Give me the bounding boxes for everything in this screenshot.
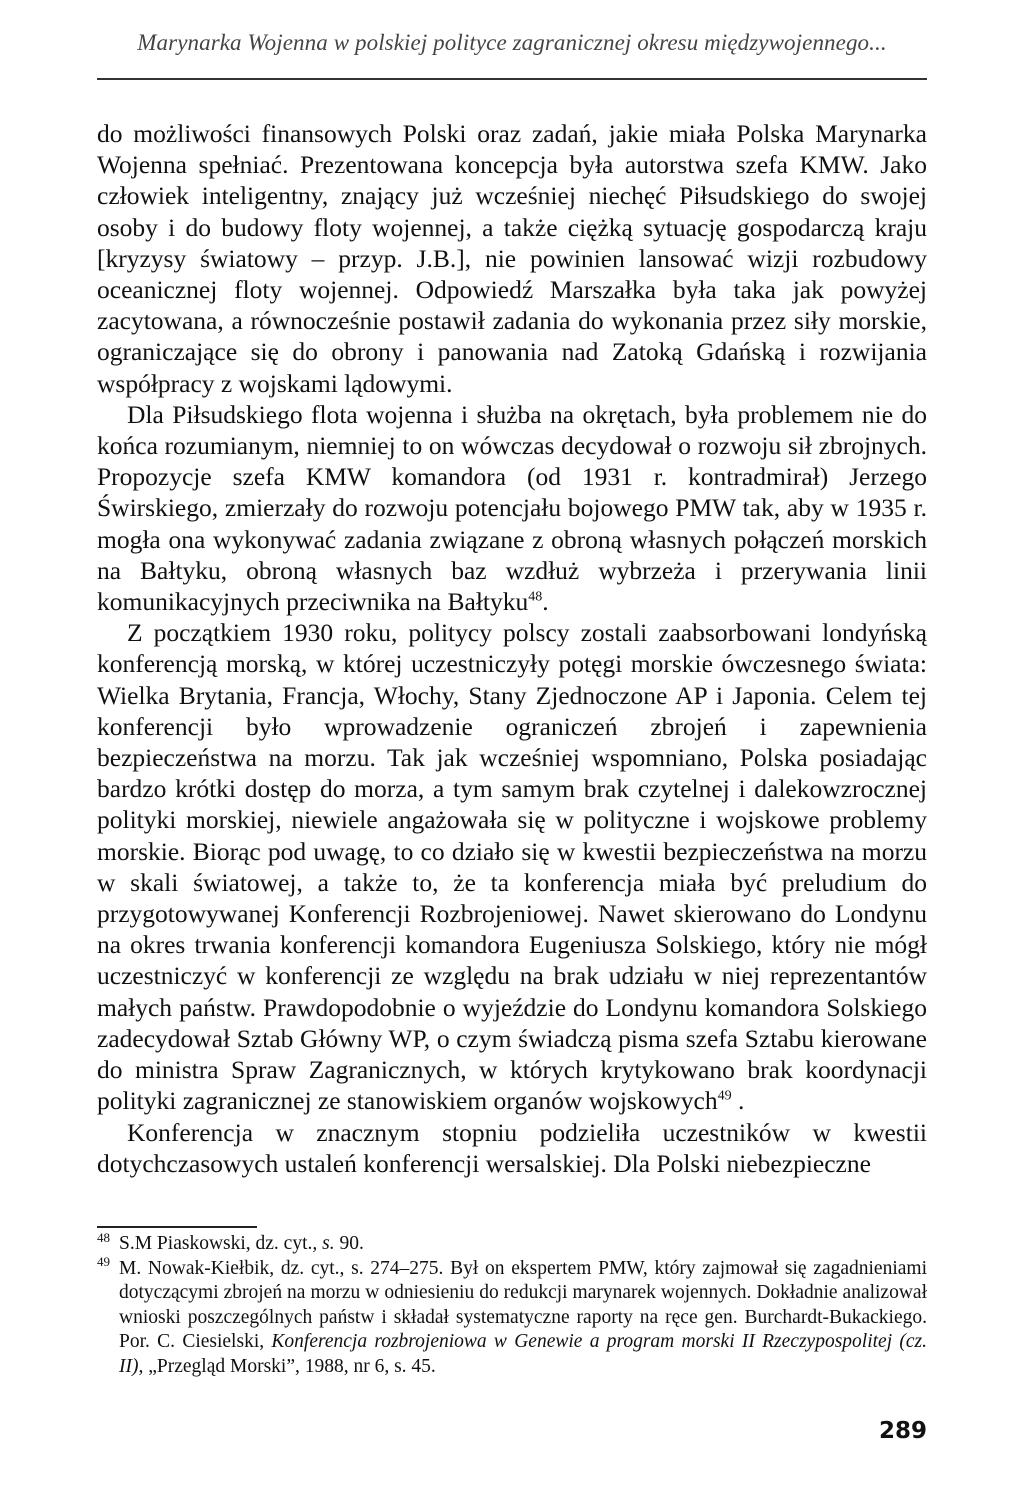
header-rule — [97, 78, 927, 80]
paragraph-2 — [97, 399, 927, 617]
paragraph-3-end: . — [731, 1086, 745, 1116]
footnote-italic-text: Konferencja rozbrojeniowa w Genewie a program morski II Rzeczypospolitej (cz. II), — [119, 1331, 928, 1377]
paragraph-4: Konferencja w znacznym stopniu podzieliła uczestników w kwestii dotychczasowych ustaleń konferencji wersalskiej. Dla Polski niebezpieczne — [97, 1117, 927, 1178]
footnote-49: 49 M. Nowak-Kiełbik, dz. cyt., s. 274–275. Był on ekspertem PMW, który zajmował się zagadnieniami dotyczącymi zbrojeń na morzu w odniesieniu do redukcji marynarek wojennych. Dokładnie analizował wnioski poszczególnych państw i składał systematyczne raporty na ręce gen. Burchardt-Bukackiego. Por. C. Ciesielski, Konferencja rozbrojeniowa w Genewie a program morski II Rzeczypospolitej (cz. II), „Przegląd Morski”, 1988, nr 6, s. 45. — [97, 1254, 928, 1377]
footnote-rule — [97, 1226, 257, 1228]
paragraph-3-text: Z początkiem 1930 roku, politycy polscy zostali zaabsorbowani londyńską konferencją morską, w której uczestniczyły potęgi morskie ówczesnego świata: Wielka Brytania, Francja, Włochy, Stany Zjednoczone AP i Japonia. Celem tej konferencji było wprowadzenie ograniczeń zbrojeń i zapewnienia bezpieczeństwa na morzu. Tak jak wcześniej wspomniano, Polska posiadając bardzo krótki dostęp do morza, a tym samym brak czytelnej i dalekowzrocznej polityki morskiej, niewiele angażowała się w polityczne i wojskowe problemy morskie. Biorąc pod uwagę, to co działo się w kwestii bezpieczeństwa na morzu w skali światowej, a także to, że ta konferencja miała być preludium do przygotowywanej Konferencji Rozbrojeniowej. Nawet skierowano do Londynu na okres trwania konferencji komandora Eugeniusza Solskiego, który nie mógł uczestniczyć w konferencji ze względu na brak udziału w niej reprezentantów małych państw. Prawdopodobnie o wyjeździe do Londynu komandora Solskiego zadecydował Sztab Główny WP, o czym świadczą pisma szefa Sztabu kierowane do ministra Spraw Zagranicznych, w których krytykowano brak koordynacji polityki zagranicznej ze stanowiskiem organów wojskowych — [97, 618, 927, 1116]
paragraph-3 — [97, 617, 927, 1116]
footnote-italic-text: , s. — [312, 1233, 335, 1254]
main-text — [97, 118, 927, 1179]
footnote-text: S.M Piaskowski, dz. cyt. — [119, 1233, 313, 1254]
running-header: Marynarka Wojenna w polskiej polityce zagranicznej okresu międzywojennego... — [137, 30, 887, 55]
page-number: 289 — [878, 1418, 927, 1444]
footnotes — [97, 1229, 928, 1379]
footnote-ref-48[interactable]: 48 — [528, 589, 543, 605]
footnote-48: 48 S.M Piaskowski, dz. cyt., s. 90. — [97, 1229, 364, 1254]
paragraph-2-end: . — [542, 587, 549, 617]
footnote-text-end: „Przegląd Morski”, 1988, nr 6, s. 45. — [143, 1355, 436, 1377]
paragraph-1: do możliwości finansowych Polski oraz zadań, jakie miała Polska Marynarka Wojenna spełniać. Prezentowana koncepcja była autorstwa szefa KMW. Jako człowiek inteligentny, znający już wcześniej niechęć Piłsudskiego do swojej osoby i do budowy floty wojennej, a także ciężką sytuację gospodarczą kraju [kryzysy światowy – przyp. J.B.], nie powinien lansować wizji rozbudowy oceanicznej floty wojennej. Odpowiedź Marszałka była taka jak powyżej zacytowana, a równocześnie postawił zadania do wykonania przez siły morskie, ograniczające się do obrony i panowania nad Zatoką Gdańską i rozwijania współpracy z wojskami lądowymi. — [97, 119, 927, 398]
footnote-text-end: 90. — [334, 1233, 364, 1254]
footnote-text: M. Nowak-Kiełbik, dz. cyt., s. 274–275. Był on ekspertem PMW, który zajmował się zagadnieniami dotyczącymi zbrojeń na morzu w odniesieniu do redukcji marynarek wojennych. Dokładnie analizował wnioski poszczególnych państw i składał systematyczne raporty na ręce gen. Burchardt-Bukackiego. Por. C. Ciesielski, — [119, 1257, 927, 1352]
footnote-ref-49[interactable]: 49 — [717, 1088, 732, 1104]
paragraph-2-text: Dla Piłsudskiego flota wojenna i służba na okrętach, była problemem nie do końca rozumianym, niemniej to on wówczas decydował o rozwoju sił zbrojnych. Propozycje szefa KMW komandora (od 1931 r. kontradmirał) Jerzego Świrskiego, zmierzały do rozwoju potencjału bojowego PMW tak, aby w 1935 r. mogła ona wykonywać zadania związane z obroną własnych połączeń morskich na Bałtyku, obroną własnych baz wzdłuż wybrzeża i przerywania linii komunikacyjnych przeciwnika na Bałtyku — [97, 399, 927, 617]
